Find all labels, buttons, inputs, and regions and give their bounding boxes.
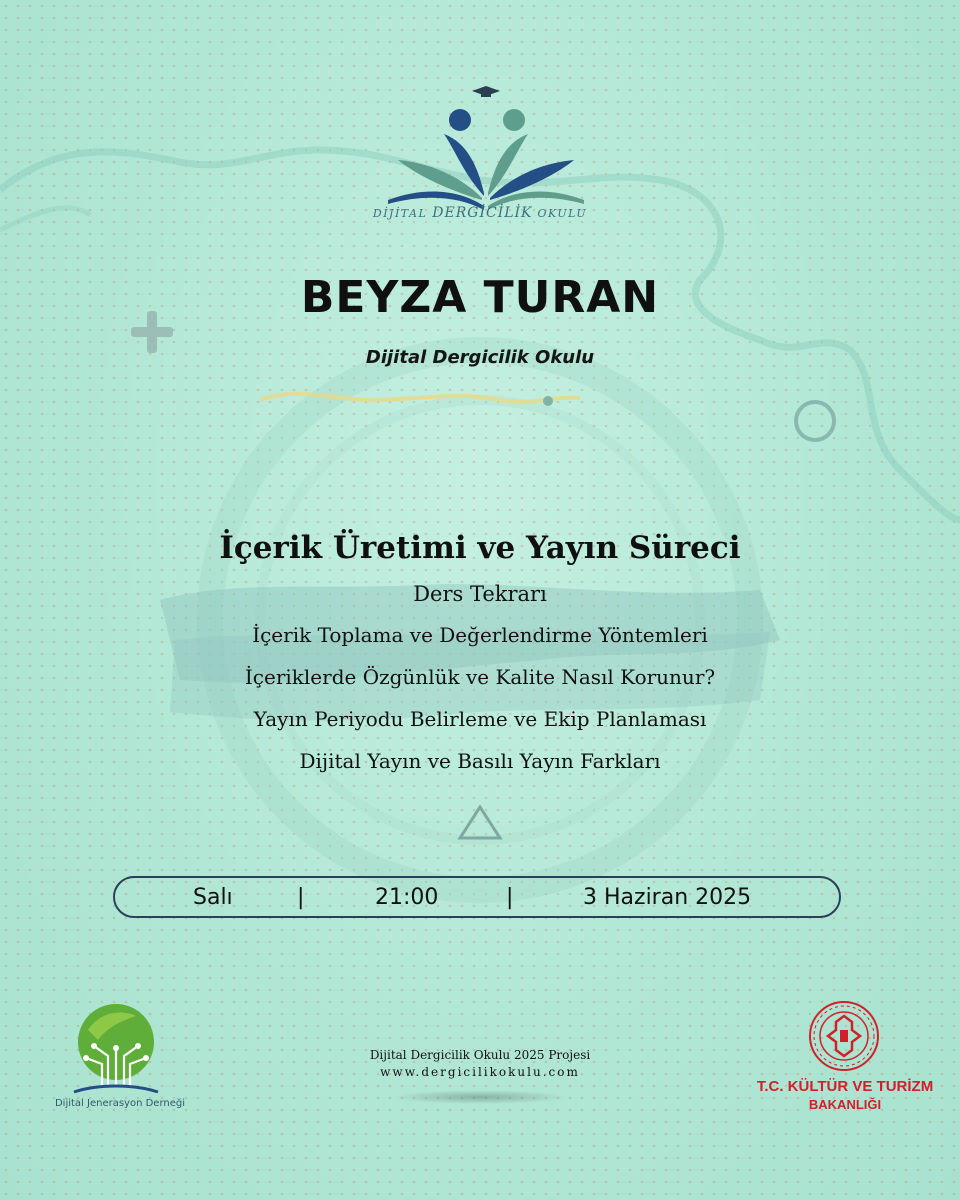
speaker-subtitle: Dijital Dergicilik Okulu: [365, 347, 595, 368]
project-name: Dijital Dergicilik Okulu 2025 Projesi: [369, 1048, 591, 1062]
website-url: www.dergicilikokulu.com: [380, 1065, 580, 1079]
schedule-separator: |: [297, 885, 305, 910]
topic-item: İçerik Toplama ve Değerlendirme Yöntemleri: [252, 623, 708, 647]
lesson-subtitle: Ders Tekrarı: [413, 582, 547, 606]
topic-item: İçeriklerde Özgünlük ve Kalite Nasıl Korunur?: [244, 665, 716, 689]
ministry-emblem-icon: [808, 1000, 880, 1072]
topic-item: Dijital Yayın ve Basılı Yayın Farkları: [299, 749, 661, 773]
association-name: Dijital Jenerasyon Derneği: [54, 1098, 186, 1109]
logo-caption: DİJİTAL DERGİCİLİK OKULU: [372, 205, 588, 221]
footer-shadow: [392, 1090, 568, 1104]
schedule-day: Salı: [193, 885, 233, 910]
ministry-name: T.C. KÜLTÜR VE TURİZM BAKANLIĞI: [756, 1078, 934, 1112]
lesson-title: İçerik Üretimi ve Yayın Süreci: [219, 530, 741, 566]
speaker-name: BEYZA TURAN: [300, 272, 660, 323]
schedule-date: 3 Haziran 2025: [583, 885, 752, 910]
topic-item: Yayın Periyodu Belirleme ve Ekip Planlaması: [253, 707, 707, 731]
schedule-separator: |: [506, 885, 514, 910]
schedule-time: 21:00: [375, 885, 439, 910]
